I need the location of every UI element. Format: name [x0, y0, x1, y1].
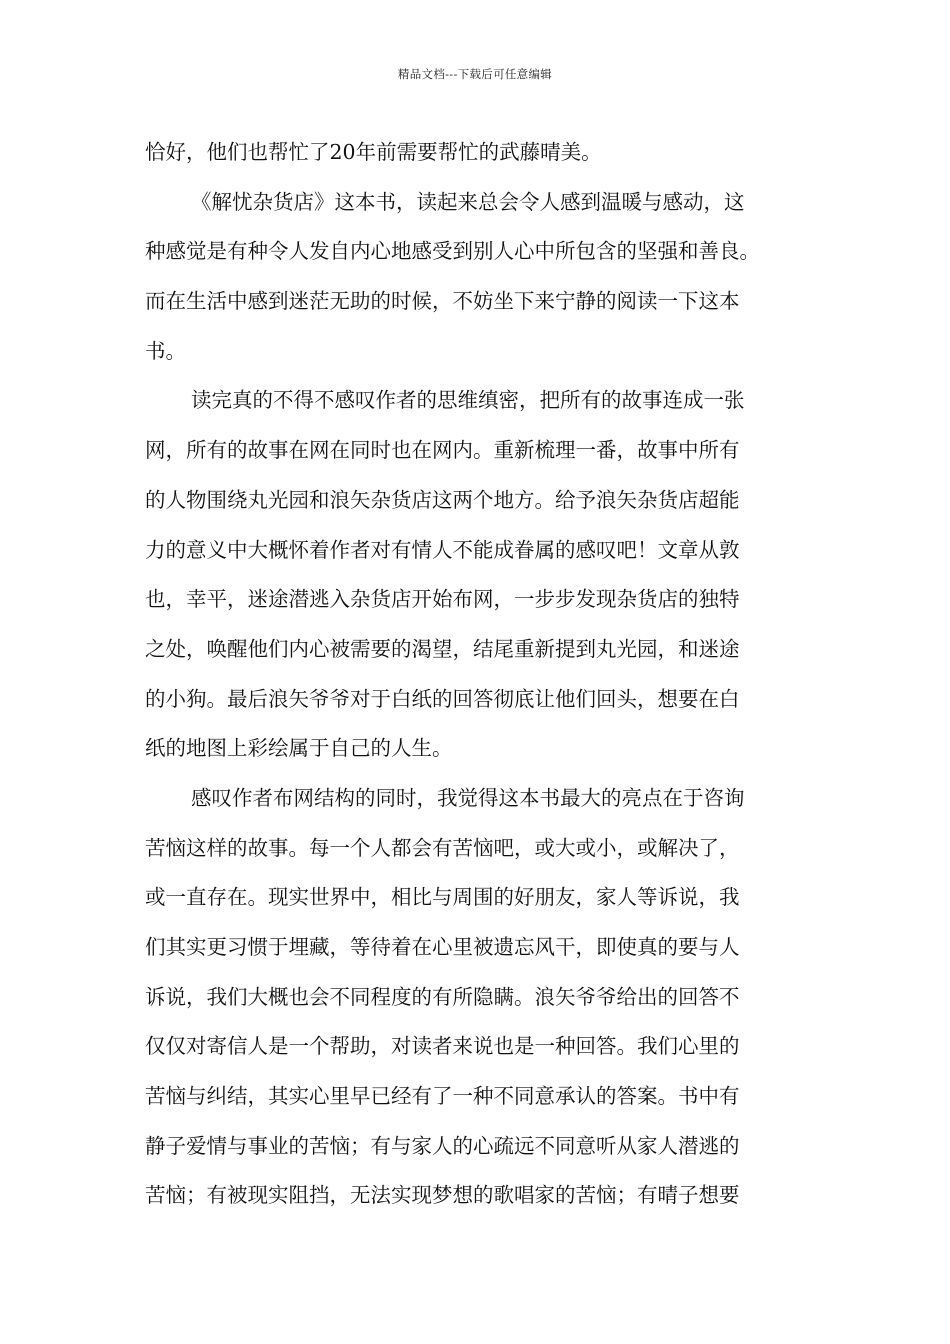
- text-line: 静子爱情与事业的苦恼；有与家人的心疏远不同意听从家人潜逃的: [145, 1133, 740, 1158]
- text-line: 《解忧杂货店》这本书，读起来总会令人感到温暖与感动，这: [191, 189, 745, 214]
- text-line: 们其实更习惯于埋藏，等待着在心里被遗忘风干，即使真的要与人: [145, 935, 740, 959]
- text-line: 苦恼这样的故事。每一个人都会有苦恼吧，或大或小，或解决了，: [145, 835, 740, 860]
- text-line: 恰好，他们也帮忙了20年前需要帮忙的武藤晴美。: [145, 140, 602, 164]
- text-line: 种感觉是有种令人发自内心地感受到别人心中所包含的坚强和善良。: [145, 239, 760, 264]
- text-line: 诉说，我们大概也会不同程度的有所隐瞒。浪矢爷爷给出的回答不: [145, 984, 740, 1009]
- text-line: 仅仅对寄信人是一个帮助，对读者来说也是一种回答。我们心里的: [145, 1034, 740, 1059]
- text-line: 感叹作者布网结构的同时，我觉得这本书最大的亮点在于咨询: [191, 785, 745, 810]
- text-line: 之处，唤醒他们内心被需要的渴望，结尾重新提到丸光园，和迷途: [145, 636, 740, 661]
- text-line: 的人物围绕丸光园和浪矢杂货店这两个地方。给予浪矢杂货店超能: [145, 487, 740, 512]
- text-line: 而在生活中感到迷茫无助的时候，不妨坐下来宁静的阅读一下这本: [145, 289, 740, 314]
- text-line: 苦恼与纠结，其实心里早已经有了一种不同意承认的答案。书中有: [145, 1084, 740, 1109]
- page-header: 精品文档---下载后可任意编辑: [397, 67, 553, 81]
- text-line: 苦恼；有被现实阻挡，无法实现梦想的歌唱家的苦恼；有晴子想要: [145, 1183, 740, 1208]
- text-line: 力的意义中大概怀着作者对有情人不能成眷属的感叹吧！文章从敦: [145, 537, 740, 562]
- text-line: 的小狗。最后浪矢爷爷对于白纸的回答彻底让他们回头，想要在白: [145, 686, 740, 711]
- text-line: 网，所有的故事在网在同时也在网内。重新梳理一番，故事中所有: [145, 438, 740, 463]
- text-line: 书。: [145, 338, 186, 363]
- body-text: [145, 128, 815, 1221]
- text-line: 读完真的不得不感叹作者的思维缜密，把所有的故事连成一张: [191, 388, 745, 413]
- text-line: 也，幸平，迷途潜逃入杂货店开始布网，一步步发现杂货店的独特: [145, 587, 740, 612]
- text-line: 或一直存在。现实世界中，相比与周围的好朋友，家人等诉说，我: [145, 885, 740, 910]
- text-line: 纸的地图上彩绘属于自己的人生。: [145, 736, 453, 761]
